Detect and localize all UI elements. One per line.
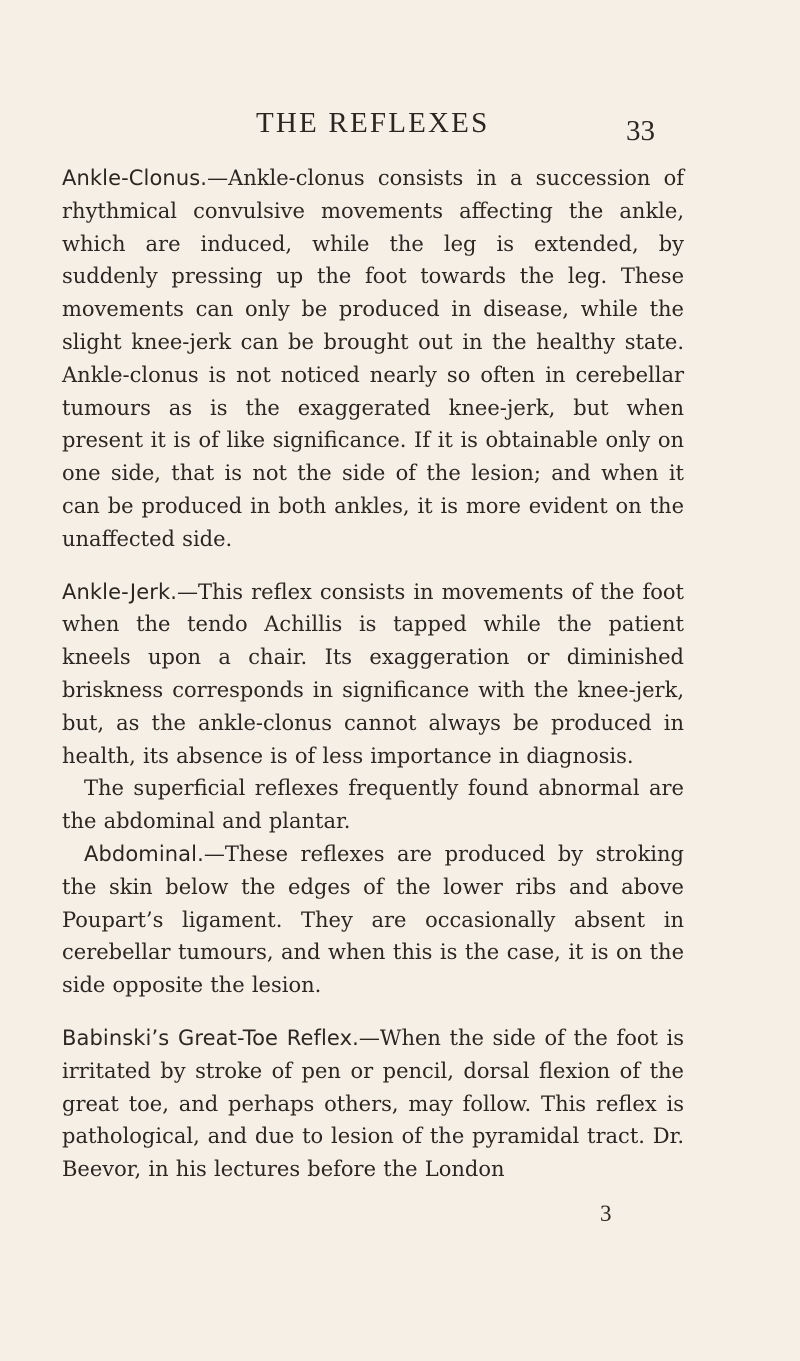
paragraph-abdominal [62,838,684,1002]
text-abdominal: —These reflexes are produced by stroking the skin below the edges of the lower ribs and above Poupart’s ligament. They are occasionally absent in cerebellar tumours, and when this is the case, it is on the side opposite the lesion. [62,841,684,998]
heading-ankle-clonus: Ankle-Clonus. [62,166,208,190]
heading-ankle-jerk: Ankle-Jerk. [62,579,178,604]
paragraph-ankle-jerk [62,576,684,773]
paragraph-superficial-reflexes [62,772,684,838]
text-superficial-reflexes: The superficial reflexes frequently found abnormal are the abdominal and plantar. [62,776,684,834]
text-ankle-jerk: —This reflex consists in movements of the foot when the tendo Achillis is tapped while the patient kneels upon a chair. Its exaggeration or diminished briskness corresponds in significance with the knee-jerk, but, as the ankle-clonus cannot always be produced in health, its absence is of less importance in diagnosis. [62,579,684,768]
heading-abdominal: Abdominal. [84,841,204,866]
page-number: 33 [626,115,655,147]
paragraph-ankle-clonus [62,162,684,556]
signature-mark: 3 [600,1201,612,1226]
running-title: THE REFLEXES [256,107,490,139]
running-head [0,106,800,156]
text-ankle-clonus: —Ankle-clonus consists in a succession of rhythmical convulsive movements affecting the ankle, which are induced, while the leg is extended, by suddenly pressing up the foot towards the leg. These movements can only be produced in disease, while the slight knee-jerk can be brought out in the healthy state. Ankle-clonus is not noticed nearly so often in cerebellar tumours as is the exaggerated knee-jerk, but when present it is of like significance. If it is obtainable only on one side, that is not the side of the lesion; and when it can be produced in both ankles, it is more evident on the unaffected side. [62,166,684,551]
body-text [62,162,684,1186]
paragraph-babinski [62,1022,684,1186]
text-babinski: —When the side of the foot is irritated by stroke of pen or pencil, dorsal flexion of the great toe, and perhaps others, may follow. This reflex is pathological, and due to lesion of the pyramidal tract. Dr. Beevor, in his lectures before the London [62,1025,685,1182]
heading-babinski: Babinski’s Great-Toe Reflex. [62,1025,359,1050]
